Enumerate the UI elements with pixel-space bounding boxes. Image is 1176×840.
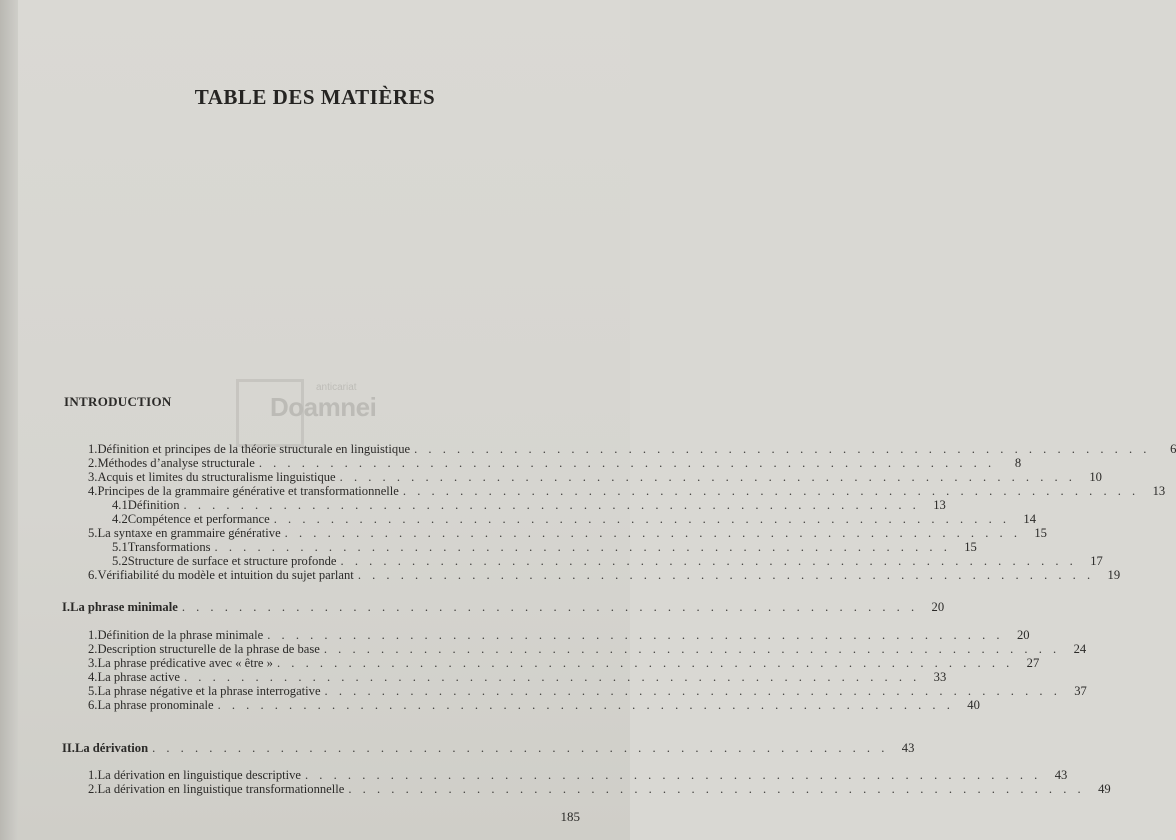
- entry-page: 19: [1107, 568, 1121, 582]
- dot-leader: . . . . . . . . . . . . . . . . . . . . . . . . . . . . . . . . . . . . . . . . . . . . . . . . . . . .: [276, 656, 1014, 670]
- chapter-page: 20: [931, 600, 945, 614]
- entry-number: 4.: [88, 670, 98, 684]
- entry-title: Définition de la phrase minimale: [97, 628, 264, 642]
- entry-page: 37: [1074, 684, 1087, 698]
- toc-entry: [88, 642, 1087, 656]
- toc-chapter: [62, 741, 915, 755]
- entry-title: La syntaxe en grammaire générative: [97, 526, 281, 540]
- entry-page: 27: [1026, 656, 1040, 670]
- toc-chapter: [62, 600, 945, 614]
- watermark-logo: [236, 379, 386, 449]
- dot-leader: . . . . . . . . . . . . . . . . . . . . . . . . . . . . . . . . . . . . . . . . . . . . . . . . . . . .: [305, 768, 1042, 782]
- toc-entry: [88, 568, 1121, 582]
- dot-leader: . . . . . . . . . . . . . . . . . . . . . . . . . . . . . . . . . . . . . . . . . . . . . . . . . . . .: [340, 554, 1077, 568]
- toc-entry: [88, 442, 1176, 456]
- dot-leader: . . . . . . . . . . . . . . . . . . . . . . . . . . . . . . . . . . . . . . . . . . . . . . . . . . . .: [214, 540, 951, 554]
- entry-number: 2.: [88, 782, 98, 796]
- entry-page: 49: [1098, 782, 1111, 796]
- chapter-number: I.: [62, 600, 71, 614]
- entry-title: Structure de surface et structure profonde: [127, 554, 337, 568]
- entry-number: 6.: [88, 698, 98, 712]
- entry-page: 17: [1090, 554, 1103, 568]
- dot-leader: . . . . . . . . . . . . . . . . . . . . . . . . . . . . . . . . . . . . . . . . . . . . . . . . . . . .: [267, 628, 1004, 642]
- entry-title: Vérifiabilité du modèle et intuition du sujet parlant: [97, 568, 354, 582]
- dot-leader: . . . . . . . . . . . . . . . . . . . . . . . . . . . . . . . . . . . . . . . . . . . . . . . . . . . .: [348, 782, 1085, 796]
- chapter-number: II.: [62, 741, 75, 755]
- entry-title: La phrase prédicative avec « être »: [97, 656, 273, 670]
- toc-entry: [88, 628, 1030, 642]
- toc-subentry: [112, 540, 977, 554]
- toc-subentry: [112, 498, 946, 512]
- entry-title: Acquis et limites du structuralisme linguistique: [97, 470, 336, 484]
- entry-number: 5.1: [112, 540, 128, 554]
- toc-entry: [88, 698, 980, 712]
- dot-leader: . . . . . . . . . . . . . . . . . . . . . . . . . . . . . . . . . . . . . . . . . . . . . . . . . . . .: [339, 470, 1076, 484]
- entry-page: 10: [1089, 470, 1102, 484]
- dot-leader: . . . . . . . . . . . . . . . . . . . . . . . . . . . . . . . . . . . . . . . . . . . . . . . . . . . .: [284, 526, 1021, 540]
- toc-entry: [88, 670, 947, 684]
- entry-title: Méthodes d’analyse structurale: [97, 456, 255, 470]
- entry-title: Principes de la grammaire générative et transformationnelle: [97, 484, 399, 498]
- dot-leader: . . . . . . . . . . . . . . . . . . . . . . . . . . . . . . . . . . . . . . . . . . . . . . . . . . . .: [273, 512, 1011, 526]
- dot-leader: . . . . . . . . . . . . . . . . . . . . . . . . . . . . . . . . . . . . . . . . . . . . . . . . . . . .: [402, 484, 1140, 498]
- entry-number: 1.: [88, 768, 98, 782]
- entry-page: 15: [964, 540, 977, 554]
- dot-leader: . . . . . . . . . . . . . . . . . . . . . . . . . . . . . . . . . . . . . . . . . . . . . . . . . . . .: [258, 456, 996, 470]
- chapter-title: La dérivation: [74, 741, 149, 755]
- dot-leader: . . . . . . . . . . . . . . . . . . . . . . . . . . . . . . . . . . . . . . . . . . . . . . . . . . . .: [183, 670, 921, 684]
- toc-entry: [88, 456, 1022, 470]
- entry-number: 2.: [88, 456, 98, 470]
- entry-number: 5.: [88, 526, 98, 540]
- entry-page: 15: [1034, 526, 1047, 540]
- entry-page: 13: [933, 498, 946, 512]
- entry-number: 6.: [88, 568, 98, 582]
- entry-title: Compétence et performance: [127, 512, 270, 526]
- dot-leader: . . . . . . . . . . . . . . . . . . . . . . . . . . . . . . . . . . . . . . . . . . . . . . . . . . . .: [217, 698, 954, 712]
- entry-number: 1.: [88, 628, 98, 642]
- toc-subentry: [112, 554, 1103, 568]
- dot-leader: . . . . . . . . . . . . . . . . . . . . . . . . . . . . . . . . . . . . . . . . . . . . . . . . . . . .: [324, 684, 1061, 698]
- entry-number: 2.: [88, 642, 98, 656]
- dot-leader: . . . . . . . . . . . . . . . . . . . . . . . . . . . . . . . . . . . . . . . . . . . . . . . . . . . .: [183, 498, 920, 512]
- dot-leader: . . . . . . . . . . . . . . . . . . . . . . . . . . . . . . . . . . . . . . . . . . . . . . . . . . . .: [414, 442, 1151, 456]
- toc-entry: [88, 470, 1102, 484]
- entry-title: Description structurelle de la phrase de base: [97, 642, 320, 656]
- entry-number: 4.2: [112, 512, 128, 526]
- watermark-brand: Doamnei: [270, 392, 377, 422]
- chapter-page: 43: [901, 741, 915, 755]
- dot-leader: . . . . . . . . . . . . . . . . . . . . . . . . . . . . . . . . . . . . . . . . . . . . . . . . . . . .: [323, 642, 1061, 656]
- page-number: 185: [560, 809, 580, 824]
- entry-number: 3.: [88, 656, 98, 670]
- entry-page: 24: [1073, 642, 1087, 656]
- chapter-title: La phrase minimale: [70, 600, 178, 614]
- entry-page: 14: [1023, 512, 1037, 526]
- entry-title: Définition et principes de la théorie structurale en linguistique: [97, 442, 411, 456]
- introduction-heading: INTRODUCTION: [64, 394, 172, 409]
- toc-entry: [88, 656, 1040, 670]
- entry-page: 6: [1170, 442, 1176, 456]
- entry-number: 4.: [88, 484, 98, 498]
- page-edge-shadow: [0, 0, 18, 840]
- entry-title: La phrase active: [97, 670, 180, 684]
- entry-title: La dérivation en linguistique descriptive: [97, 768, 301, 782]
- entry-page: 40: [967, 698, 980, 712]
- entry-page: 8: [1014, 456, 1022, 470]
- watermark-small-text: anticariat: [316, 382, 357, 393]
- entry-number: 5.2: [112, 554, 128, 568]
- entry-number: 4.1: [112, 498, 128, 512]
- toc-entry: [88, 684, 1087, 698]
- toc-entry: [88, 484, 1166, 498]
- entry-page: 33: [933, 670, 947, 684]
- toc-entry: [88, 526, 1047, 540]
- entry-title: La dérivation en linguistique transformationnelle: [97, 782, 345, 796]
- dot-leader: . . . . . . . . . . . . . . . . . . . . . . . . . . . . . . . . . . . . . . . . . . . . . . . . . . . .: [152, 741, 889, 755]
- page-title: TABLE DES MATIÈRES: [194, 85, 436, 109]
- entry-title: Définition: [127, 498, 180, 512]
- entry-page: 13: [1152, 484, 1166, 498]
- entry-title: Transformations: [127, 540, 211, 554]
- toc-entry: [88, 768, 1068, 782]
- entry-page: 20: [1016, 628, 1030, 642]
- entry-page: 43: [1054, 768, 1068, 782]
- entry-number: 1.: [88, 442, 98, 456]
- dot-leader: . . . . . . . . . . . . . . . . . . . . . . . . . . . . . . . . . . . . . . . . . . . . . . . . . . . .: [181, 600, 919, 614]
- entry-number: 3.: [88, 470, 98, 484]
- toc-subentry: [112, 512, 1037, 526]
- dot-leader: . . . . . . . . . . . . . . . . . . . . . . . . . . . . . . . . . . . . . . . . . . . . . . . . . . . .: [357, 568, 1095, 582]
- entry-title: La phrase pronominale: [97, 698, 214, 712]
- toc-entry: [88, 782, 1111, 796]
- entry-number: 5.: [88, 684, 98, 698]
- entry-title: La phrase négative et la phrase interrogative: [97, 684, 321, 698]
